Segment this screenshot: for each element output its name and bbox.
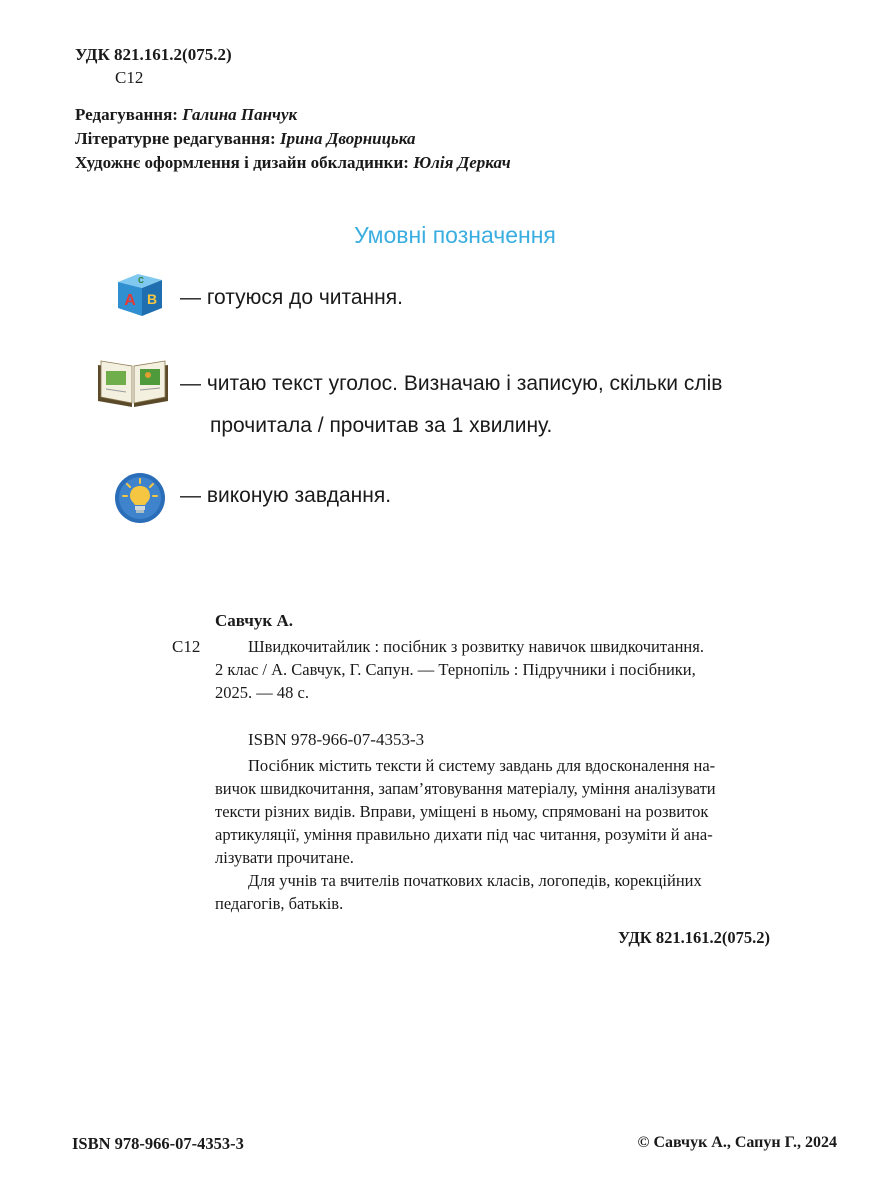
abstract-line: вичок швидкочитання, запам’ятовування матеріалу, уміння аналізувати [215,779,716,798]
legend-title: Умовні позначення [354,222,556,248]
abc-cube-icon [114,268,166,320]
credit-editor [75,104,297,126]
audience-line: педагогів, батьків. [215,894,344,913]
footer-isbn: ISBN 978-966-07-4353-3 [72,1134,244,1153]
footer-copyright: © Савчук А., Сапун Г., 2024 [637,1134,837,1151]
svg-text:A: A [124,292,136,309]
svg-text:B: B [146,291,158,307]
legend-item-read-aloud: — читаю текст уголос. Визначаю і записую, скільки слів [180,372,723,395]
catalog-udk: УДК 821.161.2(075.2) [618,928,770,947]
bib-line: Швидкочитайлик : посібник з розвитку навичок швидкочитання. [248,637,704,656]
bib-line: 2025. — 48 с. [215,683,309,702]
legend-item-prepare: — готуюся до читання. [180,286,403,309]
audience-line: Для учнів та вчителів початкових класів, логопедів, корекційних [248,871,702,890]
credit-name: Юлія Деркач [413,153,511,172]
catalog-code: С12 [172,637,201,656]
abstract-line: лізувати прочитане. [215,848,354,867]
abstract-line: артикуляції, уміння правильно дихати під час читання, розуміти й ана- [215,825,713,844]
credit-designer [75,152,511,174]
abstract [215,754,775,915]
abstract-line: Посібник містить тексти й систему завдань для вдосконалення на- [248,756,716,775]
udk-header: УДК 821.161.2(075.2) [75,45,232,64]
credit-role: Редагування: [75,105,178,124]
credit-literary-editor [75,128,416,150]
lightbulb-icon [114,472,166,524]
catalog-isbn: ISBN 978-966-07-4353-3 [248,730,425,749]
credit-name: Ірина Дворницька [279,129,416,148]
bibliographic-record [215,635,775,704]
legend-item-tasks: — виконую завдання. [180,484,392,507]
svg-text:C: C [138,276,144,285]
catalog-code: С12 [115,68,144,87]
legend-item-read-aloud-cont: прочитала / прочитав за 1 хвилину. [210,414,553,437]
abstract-line: тексти різних видів. Вправи, уміщені в ньому, спрямовані на розвиток [215,802,709,821]
credit-role: Літературне редагування: [75,129,276,148]
catalog-author: Савчук А. [215,611,293,630]
credit-role: Художнє оформлення і дизайн обкладинки: [75,153,409,172]
bib-line: 2 клас / А. Савчук, Г. Сапун. — Тернопіль : Підручники і посібники, [215,660,696,679]
credit-name: Галина Панчук [182,105,298,124]
open-book-icon [96,355,170,409]
